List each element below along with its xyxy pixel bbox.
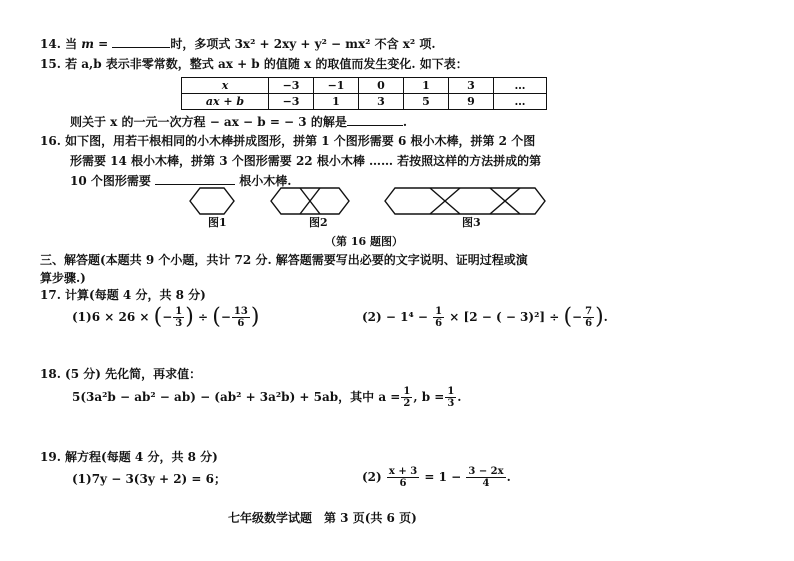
q19-end: .: [506, 470, 511, 484]
q17-part-2: (2) − 1⁴ − $\frac{1}{6}$ × [2 − ( − 3)²] ÷ (− $\frac{7}{6}$ ).: [362, 304, 608, 330]
fraction: [583, 306, 594, 329]
numerator: 3 − 2x: [468, 466, 504, 477]
hexagon-figure-3: [385, 188, 545, 214]
hexagon-figure-1: [190, 188, 234, 214]
denominator: 6: [237, 318, 245, 329]
denominator: 3: [447, 398, 455, 409]
q18-expression: [72, 386, 461, 409]
table-row: [182, 78, 547, 94]
figure-caption: （第 16 题图）: [325, 235, 403, 248]
question-number: 16.: [40, 134, 61, 148]
q14-post: 时，多项式 3x² + 2xy + y² − mx² 不含 x² 项.: [170, 37, 436, 51]
answer-blank: [155, 172, 235, 185]
figure-2-label: 图2: [309, 216, 328, 229]
table-cell: …: [494, 94, 547, 110]
table-cell: …: [494, 78, 547, 94]
fraction: [433, 306, 444, 329]
fraction: [232, 306, 250, 329]
value-table: [181, 77, 547, 110]
question-number: 14.: [40, 37, 61, 51]
q19-mid: = 1 −: [424, 470, 462, 484]
numerator: 7: [585, 306, 593, 317]
numerator: x + 3: [388, 466, 418, 477]
table-cell: 9: [449, 94, 494, 110]
table-cell: −3: [269, 94, 314, 110]
section-3-heading: 三、解答题(本题共 9 个小题，共计 72 分. 解答题需要写出必要的文字说明、证明过程或演: [40, 253, 528, 267]
q18-end: .: [457, 390, 462, 404]
q14-eq: =: [93, 37, 113, 51]
q17-p2-prefix: (2) − 1⁴ −: [362, 310, 428, 324]
section-3-heading-cont: 算步骤.): [40, 271, 86, 285]
denominator: 6: [435, 318, 443, 329]
q16-line2: 形需要 14 根小木棒，拼第 3 个图形需要 22 根小木棒 …… 若按照这样的方法拼成的第: [70, 154, 542, 168]
q18-expr: 5(3a²b − ab² − ab) − (ab² + 3a²b) + 5ab，其中 a =: [72, 390, 401, 404]
q16-line3b: 根小木棒.: [239, 174, 292, 188]
numerator: 13: [233, 306, 248, 317]
fraction: [173, 306, 184, 329]
question-16: [40, 133, 535, 149]
q19-part-1: (1)7y − 3(3y + 2) = 6；: [72, 472, 226, 486]
table-cell: 3: [359, 94, 404, 110]
numerator: 1: [175, 306, 183, 317]
q19-part-2: [362, 466, 511, 489]
question-15: [40, 56, 468, 72]
table-cell: 1: [314, 94, 359, 110]
q15-answer-line: 则关于 x 的一元一次方程 − ax − b = − 3 的解是 .: [70, 115, 408, 129]
q17-op: ÷: [198, 310, 209, 324]
table-cell: −3: [269, 78, 314, 94]
q18-b-label: , b =: [413, 390, 445, 404]
stick-figures: [0, 186, 794, 226]
q15-answer-text: 则关于 x 的一元一次方程 − ax − b = − 3 的解是: [70, 115, 347, 129]
table-header-y: ax + b: [182, 94, 269, 110]
figure-3-label: 图3: [462, 216, 481, 229]
denominator: 6: [399, 478, 407, 489]
numerator: 1: [435, 306, 443, 317]
table-row: [182, 94, 547, 110]
table-cell: 1: [404, 78, 449, 94]
table-cell: 5: [404, 94, 449, 110]
fraction: [466, 466, 505, 489]
fraction: [445, 386, 456, 409]
numerator: 1: [447, 386, 455, 397]
question-19-title: 19. 解方程(每题 4 分，共 8 分): [40, 450, 218, 464]
q14-var: m: [81, 37, 94, 51]
q16-line3a: 10 个图形需要: [70, 174, 151, 188]
question-17-title: 17. 计算(每题 4 分，共 8 分): [40, 288, 206, 302]
answer-blank: [347, 113, 403, 126]
denominator: 2: [403, 398, 411, 409]
answer-blank: [112, 35, 170, 48]
table-cell: 3: [449, 78, 494, 94]
q17-part-1: (1)6 × 26 × (− $\frac{1}{3}$ ) ÷ (− $\frac{13}{6}$ ): [72, 304, 260, 330]
q17-p1-prefix: (1)6 × 26 ×: [72, 310, 150, 324]
table-cell: −1: [314, 78, 359, 94]
q19-p2-prefix: (2): [362, 470, 382, 484]
q17-sign: −: [220, 310, 231, 324]
figure-1-label: 图1: [208, 216, 227, 229]
question-14: [40, 35, 436, 52]
denominator: 3: [175, 318, 183, 329]
fraction: [387, 466, 419, 489]
table-cell: 0: [359, 78, 404, 94]
question-number: 15.: [40, 57, 61, 71]
q17-p2-end: .: [603, 310, 608, 324]
denominator: 4: [482, 478, 490, 489]
q16-line1: 如下图，用若干根相同的小木棒拼成图形，拼第 1 个图形需要 6 根小木棒，拼第 2 个图: [65, 134, 536, 148]
q17-sign: −: [162, 310, 173, 324]
page-footer: 七年级数学试题 第 3 页(共 6 页): [228, 511, 417, 525]
question-18-title: 18. (5 分) 先化简，再求值：: [40, 367, 202, 381]
table-header-x: x: [182, 78, 269, 94]
numerator: 1: [403, 386, 411, 397]
q14-pre: 当: [65, 37, 78, 51]
fraction: [401, 386, 412, 409]
denominator: 6: [585, 318, 593, 329]
q15-text: 若 a,b 表示非零常数，整式 ax + b 的值随 x 的取值而发生变化. 如下表：: [65, 57, 468, 71]
q17-sign: −: [572, 310, 583, 324]
q17-p2-mid: × [2 − ( − 3)²] ÷: [449, 310, 560, 324]
